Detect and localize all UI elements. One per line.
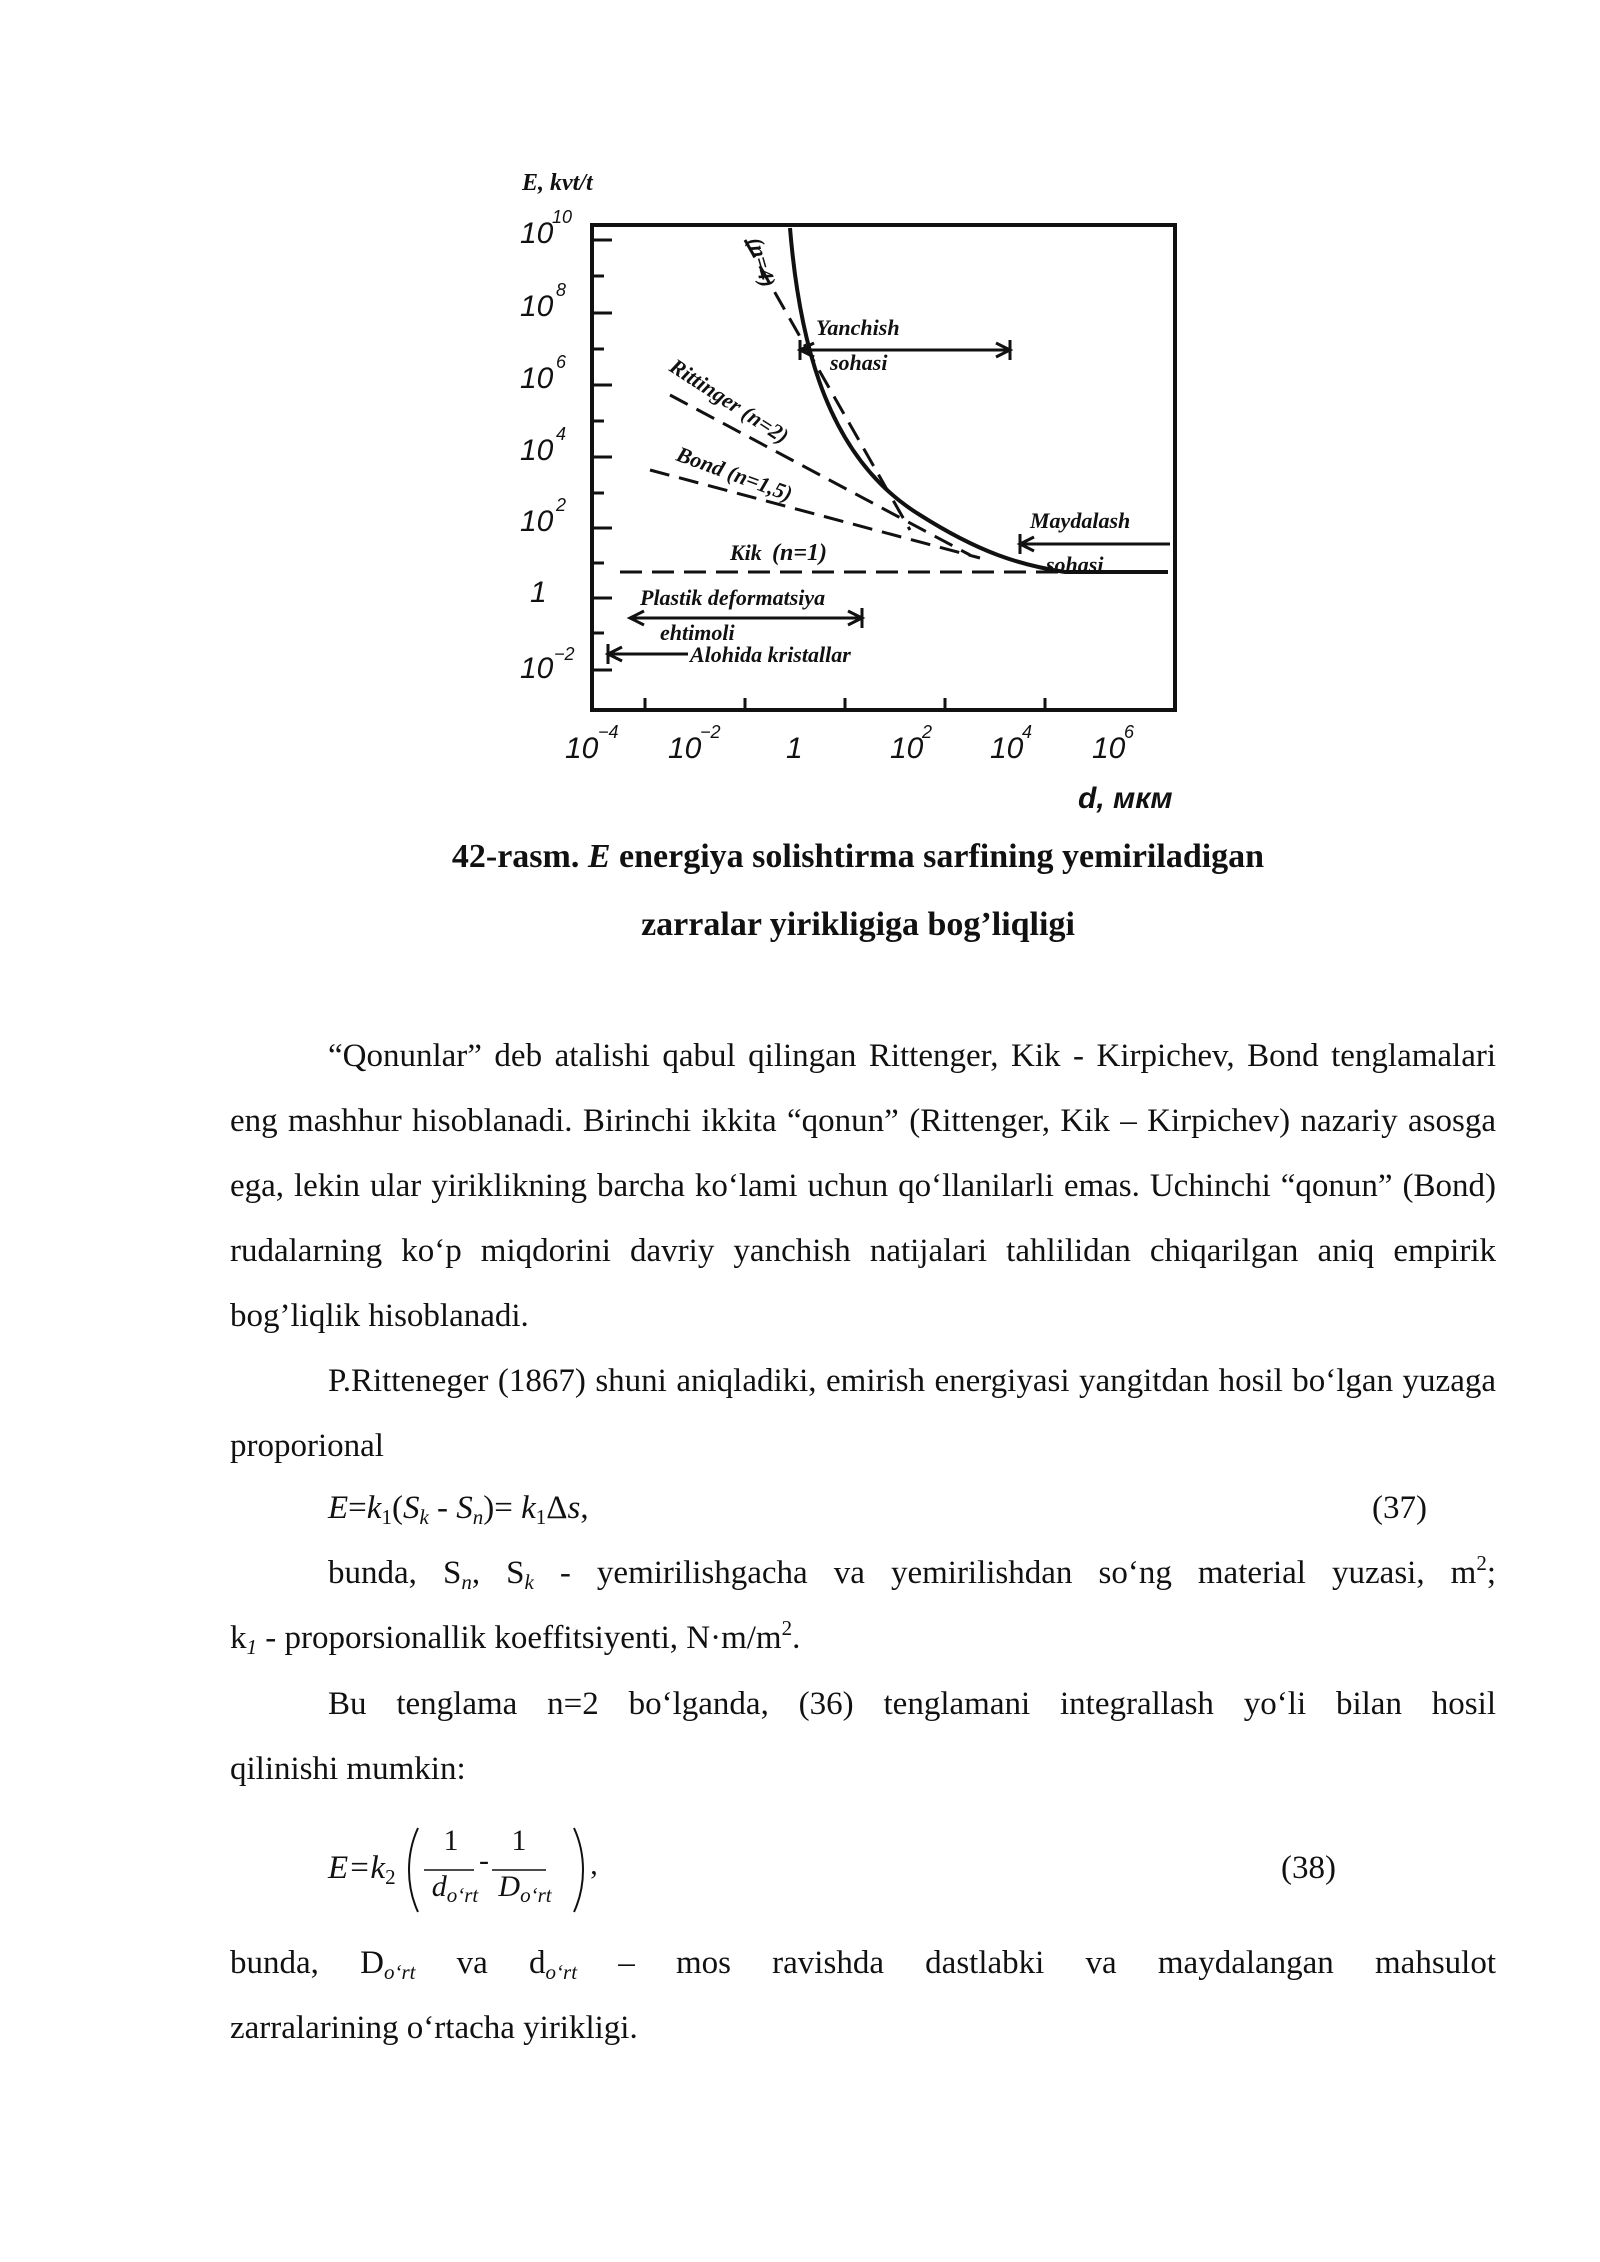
yanchish-zone-label-2: sohasi <box>830 350 888 375</box>
figure-graphic <box>500 160 1260 820</box>
plastic-deformation-label: Plastik deformatsiya <box>640 585 826 610</box>
x-tick-exponent: −2 <box>700 722 721 742</box>
x-tick-label: 1 <box>786 732 803 765</box>
caption-text: energiya solishtirma sarfining yemiriladigan <box>619 838 1265 875</box>
maydalash-zone-label-2: sohasi <box>1046 552 1104 577</box>
y-tick-exponent: −2 <box>554 644 575 664</box>
paragraph-rittinger: P.Ritteneger (1867) shuni aniqladiki, emirish energiyasi yangitdan hosil bo‘lgan yuzaga proporional <box>230 1363 1496 1464</box>
caption-symbol: E <box>587 838 611 875</box>
x-axis-label: d, мкм <box>1078 782 1173 815</box>
equation-37-number: (37) <box>1372 1490 1427 1526</box>
kik-n-label: (n=1) <box>772 540 828 566</box>
crystals-label: Alohida kristallar <box>690 642 851 667</box>
y-tick-label: 10 <box>520 362 554 395</box>
plastic-deformation-label-2: ehtimoli <box>660 620 735 645</box>
paragraph-integration-line-2: qilinishi mumkin: <box>230 1751 466 1787</box>
equation-38-number: (38) <box>1281 1850 1336 1886</box>
rittinger-label: Rittinger (n=2) <box>665 353 794 449</box>
figure-caption-line-1 <box>0 838 1600 876</box>
y-tick-label: 1 <box>530 576 547 609</box>
x-tick-label: 10 <box>565 732 599 765</box>
y-tick-label: 10 <box>520 434 554 467</box>
y-tick-label: 10 <box>520 290 554 323</box>
x-tick-exponent: 4 <box>1022 722 1033 742</box>
x-tick-label: 10 <box>1092 732 1126 765</box>
equation-38: $E=k_2$ 1 $d_{o‘rt}$ - 1 $D_{o‘rt}$ , <box>328 1818 628 1918</box>
x-tick-exponent: 6 <box>1124 722 1135 742</box>
y-tick-exponent: 4 <box>556 424 567 444</box>
caption-number: 42-rasm. <box>451 838 580 875</box>
y-tick-exponent: 2 <box>556 495 567 515</box>
paragraph-definitions-line-1: bunda, $S_n$, $S_k$ - yemirilishgacha va yemirilishdan so‘ng material yuzasi, $m^2$; <box>328 1551 1496 1594</box>
paragraph-integration-line-1: Bu tenglama n=2 bo‘lganda, (36) tenglamani integrallash yo‘li bilan hosil <box>328 1686 1496 1722</box>
x-tick-label: 10 <box>890 732 924 765</box>
y-tick-exponent: 6 <box>556 352 567 372</box>
paragraph-laws: “Qonunlar” deb atalishi qabul qilingan Rittenger, Kik - Kirpichev, Bond tenglamalari eng mashhur hisoblanadi. Birinchi ikkita “qonun” (Rittenger, Kik – Kirpichev) nazariy asosga ega, lekin ular yiriklikning barcha ko‘lami uchun qo‘llanilarli emas. Uchinchi “qonun” (Bond) rudalarning ko‘p miqdorini davriy yanchish natijalari tahlilidan chiqarilgan aniq empirik bog’liqlik hisoblanadi. <box>230 1038 1496 1334</box>
paragraph-sizes-line-1: bunda, $D_{o‘rt}$ va $d_{o‘rt}$ – mos ravishda dastlabki va maydalangan mahsulot <box>230 1945 1497 1984</box>
x-tick-label: 10 <box>990 732 1024 765</box>
energy-vs-particle-size-figure <box>500 160 1260 820</box>
x-tick-exponent: −4 <box>598 722 619 742</box>
paragraph-sizes-line-2: zarralarining o‘rtacha yirikligi. <box>230 2010 638 2046</box>
y-tick-label: 10 <box>520 217 554 250</box>
y-tick-label: 10 <box>520 652 554 685</box>
x-tick-exponent: 2 <box>922 722 933 742</box>
equation-37: $E=k_1(S_k - S_n)= k_1\Delta s$, <box>328 1490 589 1529</box>
kik-label: Kik <box>730 540 762 565</box>
n4-label: (n=4) <box>743 234 782 290</box>
paragraph-definitions-line-2: $k_1$ - proporsionallik koeffitsiyenti, $N\cdot m/m^2$. <box>230 1616 801 1659</box>
y-tick-exponent: 8 <box>556 280 567 300</box>
figure-caption-line-2: zarralar yirikligiga bog’liqligi <box>641 906 1075 943</box>
y-tick-label: 10 <box>520 505 554 538</box>
y-tick-labels <box>520 207 575 685</box>
y-axis-ticks <box>592 240 612 670</box>
x-tick-labels <box>565 722 1135 765</box>
maydalash-zone-label: Maydalash <box>1030 508 1131 533</box>
y-axis-label: E, kvt/t <box>522 170 593 196</box>
yanchish-zone-label: Yanchish <box>816 315 900 340</box>
bond-label: Bond (n=1,5) <box>673 441 796 507</box>
x-tick-label: 10 <box>668 732 702 765</box>
y-tick-exponent: 10 <box>552 207 573 227</box>
